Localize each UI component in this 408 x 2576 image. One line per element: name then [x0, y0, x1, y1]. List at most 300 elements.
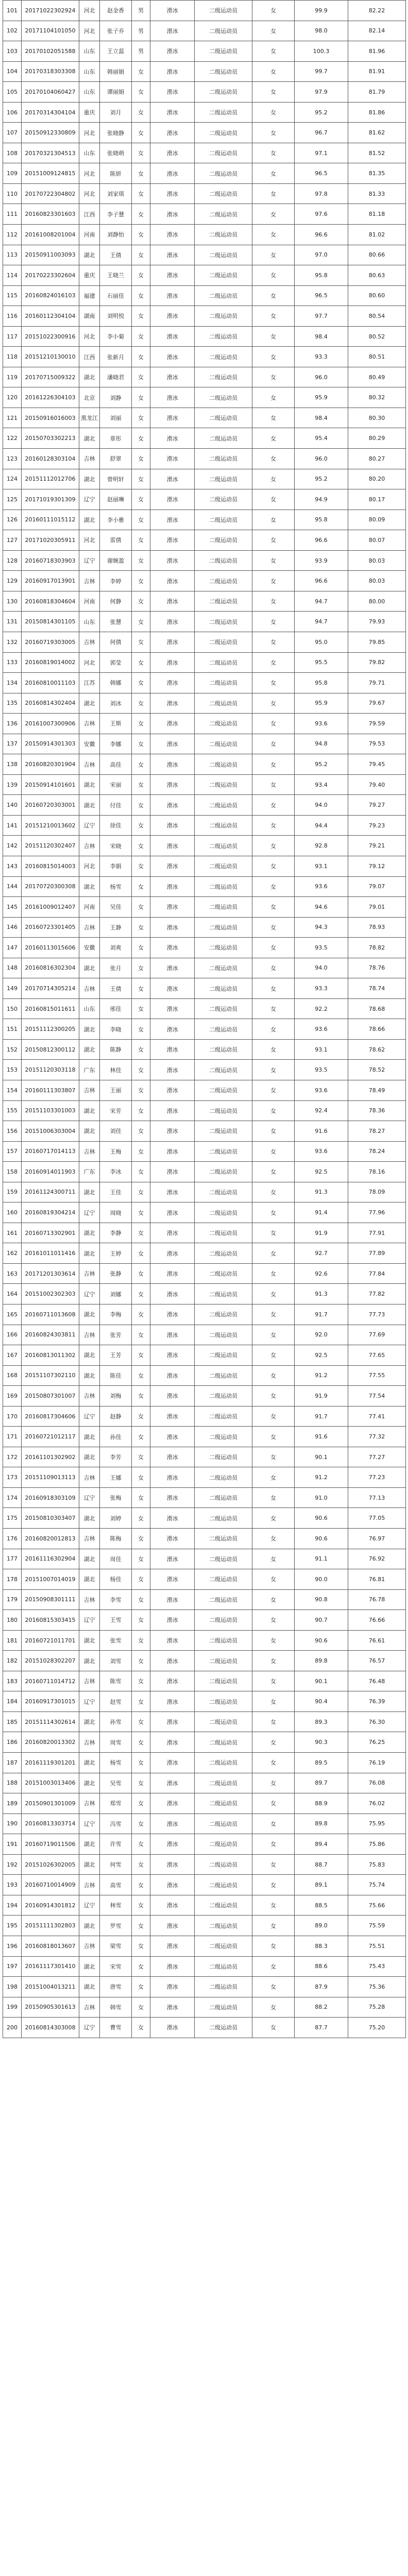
- level-cell: 二级运动员: [195, 510, 252, 530]
- event-cell: 滑冰: [150, 734, 195, 754]
- table-row: [3, 652, 406, 673]
- total-cell: 76.30: [348, 1711, 406, 1732]
- score-cell: 87.9: [295, 1977, 348, 1997]
- province-cell: 重庆: [79, 265, 100, 286]
- group-cell: 女: [252, 326, 295, 347]
- table-row: [3, 774, 406, 795]
- event-cell: 滑冰: [150, 1487, 195, 1508]
- exam-id-cell: 20160814303008: [22, 2018, 79, 2038]
- group-cell: 女: [252, 449, 295, 469]
- rank-cell: 161: [3, 1223, 22, 1243]
- score-cell: 95.8: [295, 673, 348, 693]
- table-row: [3, 449, 406, 469]
- level-cell: 二级运动员: [195, 1651, 252, 1671]
- rank-cell: 118: [3, 347, 22, 367]
- name-cell: 李小菊: [100, 326, 132, 347]
- table-row: [3, 510, 406, 530]
- score-cell: 94.4: [295, 815, 348, 836]
- score-cell: 92.6: [295, 1263, 348, 1284]
- event-cell: 滑冰: [150, 693, 195, 714]
- level-cell: 二级运动员: [195, 1691, 252, 1712]
- table-row: [3, 1406, 406, 1427]
- table-row: [3, 225, 406, 245]
- table-row: [3, 285, 406, 306]
- event-cell: 滑冰: [150, 1529, 195, 1549]
- province-cell: 安徽: [79, 734, 100, 754]
- total-cell: 79.01: [348, 897, 406, 918]
- event-cell: 滑冰: [150, 1753, 195, 1773]
- total-cell: 77.05: [348, 1508, 406, 1529]
- rank-cell: 193: [3, 1875, 22, 1895]
- rank-cell: 128: [3, 550, 22, 571]
- level-cell: 二级运动员: [195, 978, 252, 999]
- rank-cell: 102: [3, 21, 22, 41]
- gender-cell: 女: [132, 265, 150, 286]
- total-cell: 80.07: [348, 530, 406, 551]
- gender-cell: 女: [132, 1427, 150, 1447]
- event-cell: 滑冰: [150, 1997, 195, 2018]
- total-cell: 80.27: [348, 449, 406, 469]
- name-cell: 陈静: [100, 1039, 132, 1060]
- exam-id-cell: 20160721011701: [22, 1630, 79, 1651]
- level-cell: 二级运动员: [195, 1875, 252, 1895]
- gender-cell: 男: [132, 21, 150, 41]
- exam-id-cell: 20160717014113: [22, 1141, 79, 1162]
- rank-cell: 121: [3, 408, 22, 428]
- gender-cell: 女: [132, 1141, 150, 1162]
- total-cell: 79.12: [348, 856, 406, 876]
- rank-cell: 145: [3, 897, 22, 918]
- gender-cell: 女: [132, 876, 150, 897]
- exam-id-cell: 20151210130010: [22, 347, 79, 367]
- total-cell: 80.49: [348, 367, 406, 387]
- table-row: [3, 1487, 406, 1508]
- name-cell: 韩丽娟: [100, 61, 132, 82]
- province-cell: 吉林: [79, 1793, 100, 1814]
- level-cell: 二级运动员: [195, 1284, 252, 1304]
- group-cell: 女: [252, 41, 295, 62]
- table-row: [3, 1284, 406, 1304]
- name-cell: 刘静怡: [100, 225, 132, 245]
- gender-cell: 女: [132, 1691, 150, 1712]
- rank-cell: 111: [3, 204, 22, 225]
- score-cell: 88.9: [295, 1793, 348, 1814]
- table-row: [3, 1162, 406, 1182]
- province-cell: 吉林: [79, 1529, 100, 1549]
- group-cell: 女: [252, 469, 295, 489]
- exam-id-cell: 20160917301015: [22, 1691, 79, 1712]
- score-cell: 88.7: [295, 1854, 348, 1875]
- table-row: [3, 1875, 406, 1895]
- score-cell: 90.0: [295, 1569, 348, 1590]
- rank-cell: 108: [3, 143, 22, 163]
- name-cell: 张晓静: [100, 123, 132, 143]
- event-cell: 滑冰: [150, 1345, 195, 1366]
- rank-cell: 114: [3, 265, 22, 286]
- table-row: [3, 1834, 406, 1855]
- table-row: [3, 1243, 406, 1264]
- province-cell: 吉林: [79, 1467, 100, 1488]
- name-cell: 高雪: [100, 1875, 132, 1895]
- group-cell: 女: [252, 1549, 295, 1569]
- gender-cell: 女: [132, 1671, 150, 1691]
- exam-id-cell: 20161116302904: [22, 1549, 79, 1569]
- province-cell: 吉林: [79, 1325, 100, 1345]
- gender-cell: 女: [132, 1630, 150, 1651]
- level-cell: 二级运动员: [195, 795, 252, 816]
- rank-cell: 163: [3, 1263, 22, 1284]
- score-cell: 96.6: [295, 571, 348, 591]
- total-cell: 76.08: [348, 1773, 406, 1793]
- event-cell: 滑冰: [150, 897, 195, 918]
- event-cell: 滑冰: [150, 1630, 195, 1651]
- level-cell: 二级运动员: [195, 1630, 252, 1651]
- group-cell: 女: [252, 693, 295, 714]
- province-cell: 河南: [79, 225, 100, 245]
- group-cell: 女: [252, 897, 295, 918]
- gender-cell: 女: [132, 897, 150, 918]
- level-cell: 二级运动员: [195, 469, 252, 489]
- province-cell: 湖北: [79, 795, 100, 816]
- rank-cell: 136: [3, 714, 22, 734]
- total-cell: 79.93: [348, 612, 406, 632]
- gender-cell: 女: [132, 102, 150, 123]
- level-cell: 二级运动员: [195, 1202, 252, 1223]
- gender-cell: 女: [132, 530, 150, 551]
- total-cell: 79.67: [348, 693, 406, 714]
- rank-cell: 185: [3, 1711, 22, 1732]
- group-cell: 女: [252, 1, 295, 21]
- table-row: [3, 693, 406, 714]
- event-cell: 滑冰: [150, 1956, 195, 1977]
- total-cell: 81.62: [348, 123, 406, 143]
- score-cell: 90.1: [295, 1447, 348, 1467]
- score-cell: 96.6: [295, 530, 348, 551]
- name-cell: 王立蕊: [100, 41, 132, 62]
- province-cell: 辽宁: [79, 1487, 100, 1508]
- total-cell: 80.00: [348, 591, 406, 612]
- score-cell: 98.0: [295, 21, 348, 41]
- gender-cell: 女: [132, 1956, 150, 1977]
- group-cell: 女: [252, 1508, 295, 1529]
- total-cell: 80.20: [348, 469, 406, 489]
- table-row: [3, 1100, 406, 1121]
- rank-cell: 112: [3, 225, 22, 245]
- gender-cell: 女: [132, 1447, 150, 1467]
- total-cell: 78.36: [348, 1100, 406, 1121]
- level-cell: 二级运动员: [195, 306, 252, 327]
- gender-cell: 女: [132, 856, 150, 876]
- gender-cell: 男: [132, 41, 150, 62]
- level-cell: 二级运动员: [195, 1304, 252, 1325]
- score-cell: 98.4: [295, 326, 348, 347]
- name-cell: 林雪: [100, 1895, 132, 1916]
- name-cell: 李晓: [100, 1019, 132, 1040]
- gender-cell: 女: [132, 1834, 150, 1855]
- group-cell: 女: [252, 876, 295, 897]
- name-cell: 刘娜: [100, 1284, 132, 1304]
- score-cell: 96.5: [295, 285, 348, 306]
- gender-cell: 女: [132, 978, 150, 999]
- exam-id-cell: 20160914011903: [22, 1162, 79, 1182]
- level-cell: 二级运动员: [195, 917, 252, 938]
- level-cell: 二级运动员: [195, 387, 252, 408]
- table-row: [3, 1589, 406, 1610]
- score-cell: 95.8: [295, 265, 348, 286]
- province-cell: 山东: [79, 41, 100, 62]
- group-cell: 女: [252, 938, 295, 958]
- total-cell: 80.63: [348, 265, 406, 286]
- score-cell: 92.4: [295, 1100, 348, 1121]
- exam-id-cell: 20161119301201: [22, 1753, 79, 1773]
- table-row: [3, 1691, 406, 1712]
- total-cell: 81.52: [348, 143, 406, 163]
- level-cell: 二级运动员: [195, 958, 252, 978]
- group-cell: 女: [252, 245, 295, 265]
- province-cell: 山东: [79, 998, 100, 1019]
- province-cell: 河北: [79, 163, 100, 184]
- name-cell: 张子乔: [100, 21, 132, 41]
- name-cell: 张雪: [100, 1630, 132, 1651]
- event-cell: 滑冰: [150, 1, 195, 21]
- level-cell: 二级运动员: [195, 1814, 252, 1834]
- event-cell: 滑冰: [150, 1854, 195, 1875]
- gender-cell: 女: [132, 183, 150, 204]
- exam-id-cell: 20151109013113: [22, 1467, 79, 1488]
- gender-cell: 女: [132, 82, 150, 103]
- exam-id-cell: 20160810011103: [22, 673, 79, 693]
- group-cell: 女: [252, 1263, 295, 1284]
- rank-cell: 123: [3, 449, 22, 469]
- group-cell: 女: [252, 265, 295, 286]
- total-cell: 79.27: [348, 795, 406, 816]
- event-cell: 滑冰: [150, 774, 195, 795]
- group-cell: 女: [252, 1406, 295, 1427]
- gender-cell: 女: [132, 1916, 150, 1936]
- score-cell: 91.7: [295, 1304, 348, 1325]
- event-cell: 滑冰: [150, 795, 195, 816]
- gender-cell: 女: [132, 754, 150, 775]
- score-cell: 89.1: [295, 1875, 348, 1895]
- rank-cell: 183: [3, 1671, 22, 1691]
- event-cell: 滑冰: [150, 265, 195, 286]
- total-cell: 77.65: [348, 1345, 406, 1366]
- table-row: [3, 856, 406, 876]
- group-cell: 女: [252, 1039, 295, 1060]
- province-cell: 湖北: [79, 1651, 100, 1671]
- event-cell: 滑冰: [150, 41, 195, 62]
- exam-id-cell: 20160713302901: [22, 1223, 79, 1243]
- total-cell: 75.28: [348, 1997, 406, 2018]
- exam-id-cell: 20160719011506: [22, 1834, 79, 1855]
- event-cell: 滑冰: [150, 347, 195, 367]
- exam-id-cell: 20170714305214: [22, 978, 79, 999]
- group-cell: 女: [252, 1997, 295, 2018]
- group-cell: 女: [252, 1834, 295, 1855]
- exam-id-cell: 20171201303614: [22, 1263, 79, 1284]
- event-cell: 滑冰: [150, 1406, 195, 1427]
- total-cell: 77.23: [348, 1467, 406, 1488]
- gender-cell: 女: [132, 163, 150, 184]
- level-cell: 二级运动员: [195, 1182, 252, 1202]
- score-cell: 91.1: [295, 1549, 348, 1569]
- event-cell: 滑冰: [150, 1895, 195, 1916]
- province-cell: 湖北: [79, 693, 100, 714]
- score-cell: 94.0: [295, 795, 348, 816]
- gender-cell: 女: [132, 917, 150, 938]
- name-cell: 刘月: [100, 102, 132, 123]
- gender-cell: 女: [132, 225, 150, 245]
- level-cell: 二级运动员: [195, 1977, 252, 1997]
- group-cell: 女: [252, 82, 295, 103]
- level-cell: 二级运动员: [195, 1060, 252, 1080]
- level-cell: 二级运动员: [195, 183, 252, 204]
- province-cell: 吉林: [79, 754, 100, 775]
- level-cell: 二级运动员: [195, 1406, 252, 1427]
- score-cell: 96.6: [295, 225, 348, 245]
- table-row: [3, 1711, 406, 1732]
- table-row: [3, 1895, 406, 1916]
- province-cell: 黑龙江: [79, 408, 100, 428]
- group-cell: 女: [252, 1447, 295, 1467]
- event-cell: 滑冰: [150, 1651, 195, 1671]
- rank-cell: 164: [3, 1284, 22, 1304]
- group-cell: 女: [252, 1365, 295, 1386]
- score-cell: 95.9: [295, 693, 348, 714]
- level-cell: 二级运动员: [195, 285, 252, 306]
- province-cell: 湖北: [79, 1427, 100, 1447]
- name-cell: 徐佳: [100, 815, 132, 836]
- total-cell: 80.60: [348, 285, 406, 306]
- event-cell: 滑冰: [150, 530, 195, 551]
- province-cell: 河北: [79, 856, 100, 876]
- gender-cell: 女: [132, 1487, 150, 1508]
- level-cell: 二级运动员: [195, 1487, 252, 1508]
- exam-id-cell: 20150812300112: [22, 1039, 79, 1060]
- exam-id-cell: 20160720303001: [22, 795, 79, 816]
- province-cell: 湖北: [79, 1121, 100, 1142]
- gender-cell: 女: [132, 938, 150, 958]
- group-cell: 女: [252, 1916, 295, 1936]
- total-cell: 81.02: [348, 225, 406, 245]
- event-cell: 滑冰: [150, 1263, 195, 1284]
- province-cell: 山东: [79, 82, 100, 103]
- province-cell: 吉林: [79, 1671, 100, 1691]
- group-cell: 女: [252, 1814, 295, 1834]
- name-cell: 王丽: [100, 1080, 132, 1100]
- total-cell: 75.95: [348, 1814, 406, 1834]
- province-cell: 湖北: [79, 1304, 100, 1325]
- province-cell: 吉林: [79, 1589, 100, 1610]
- rank-cell: 168: [3, 1365, 22, 1386]
- province-cell: 辽宁: [79, 815, 100, 836]
- level-cell: 二级运动员: [195, 774, 252, 795]
- score-cell: 93.6: [295, 1080, 348, 1100]
- rank-cell: 119: [3, 367, 22, 387]
- level-cell: 二级运动员: [195, 1141, 252, 1162]
- total-cell: 80.30: [348, 408, 406, 428]
- name-cell: 吴佳: [100, 897, 132, 918]
- gender-cell: 女: [132, 61, 150, 82]
- table-row: [3, 754, 406, 775]
- rank-cell: 135: [3, 693, 22, 714]
- rank-cell: 130: [3, 591, 22, 612]
- gender-cell: 女: [132, 1793, 150, 1814]
- table-row: [3, 21, 406, 41]
- level-cell: 二级运动员: [195, 734, 252, 754]
- level-cell: 二级运动员: [195, 102, 252, 123]
- score-cell: 93.4: [295, 774, 348, 795]
- event-cell: 滑冰: [150, 836, 195, 856]
- rank-cell: 122: [3, 428, 22, 449]
- gender-cell: 女: [132, 1325, 150, 1345]
- total-cell: 78.27: [348, 1121, 406, 1142]
- gender-cell: 女: [132, 428, 150, 449]
- rank-cell: 155: [3, 1100, 22, 1121]
- event-cell: 滑冰: [150, 673, 195, 693]
- total-cell: 80.03: [348, 571, 406, 591]
- province-cell: 湖北: [79, 1977, 100, 1997]
- level-cell: 二级运动员: [195, 550, 252, 571]
- level-cell: 二级运动员: [195, 714, 252, 734]
- table-row: [3, 1447, 406, 1467]
- event-cell: 滑冰: [150, 632, 195, 652]
- rank-cell: 172: [3, 1447, 22, 1467]
- province-cell: 湖北: [79, 1365, 100, 1386]
- group-cell: 女: [252, 1060, 295, 1080]
- level-cell: 二级运动员: [195, 1386, 252, 1406]
- table-row: [3, 571, 406, 591]
- gender-cell: 女: [132, 1223, 150, 1243]
- total-cell: 79.85: [348, 632, 406, 652]
- name-cell: 李子慧: [100, 204, 132, 225]
- total-cell: 80.52: [348, 326, 406, 347]
- group-cell: 女: [252, 1977, 295, 1997]
- province-cell: 吉林: [79, 978, 100, 999]
- exam-id-cell: 20151210013602: [22, 815, 79, 836]
- score-cell: 92.5: [295, 1345, 348, 1366]
- total-cell: 81.79: [348, 82, 406, 103]
- event-cell: 滑冰: [150, 326, 195, 347]
- exam-id-cell: 20160818304604: [22, 591, 79, 612]
- score-cell: 90.1: [295, 1671, 348, 1691]
- level-cell: 二级运动员: [195, 1039, 252, 1060]
- province-cell: 湖北: [79, 1549, 100, 1569]
- table-row: [3, 1508, 406, 1529]
- name-cell: 唐雪: [100, 1977, 132, 1997]
- name-cell: 张芳: [100, 1325, 132, 1345]
- event-cell: 滑冰: [150, 652, 195, 673]
- exam-id-cell: 20160917013901: [22, 571, 79, 591]
- table-row: [3, 367, 406, 387]
- group-cell: 女: [252, 673, 295, 693]
- rank-cell: 159: [3, 1182, 22, 1202]
- exam-id-cell: 20160815011611: [22, 998, 79, 1019]
- event-cell: 滑冰: [150, 1549, 195, 1569]
- name-cell: 王静: [100, 917, 132, 938]
- level-cell: 二级运动员: [195, 571, 252, 591]
- group-cell: 女: [252, 1956, 295, 1977]
- total-cell: 77.84: [348, 1263, 406, 1284]
- province-cell: 湖北: [79, 1916, 100, 1936]
- total-cell: 76.66: [348, 1610, 406, 1631]
- name-cell: 刘婷: [100, 1508, 132, 1529]
- rank-cell: 169: [3, 1386, 22, 1406]
- province-cell: 吉林: [79, 917, 100, 938]
- name-cell: 章彤: [100, 428, 132, 449]
- event-cell: 滑冰: [150, 1325, 195, 1345]
- group-cell: 女: [252, 1162, 295, 1182]
